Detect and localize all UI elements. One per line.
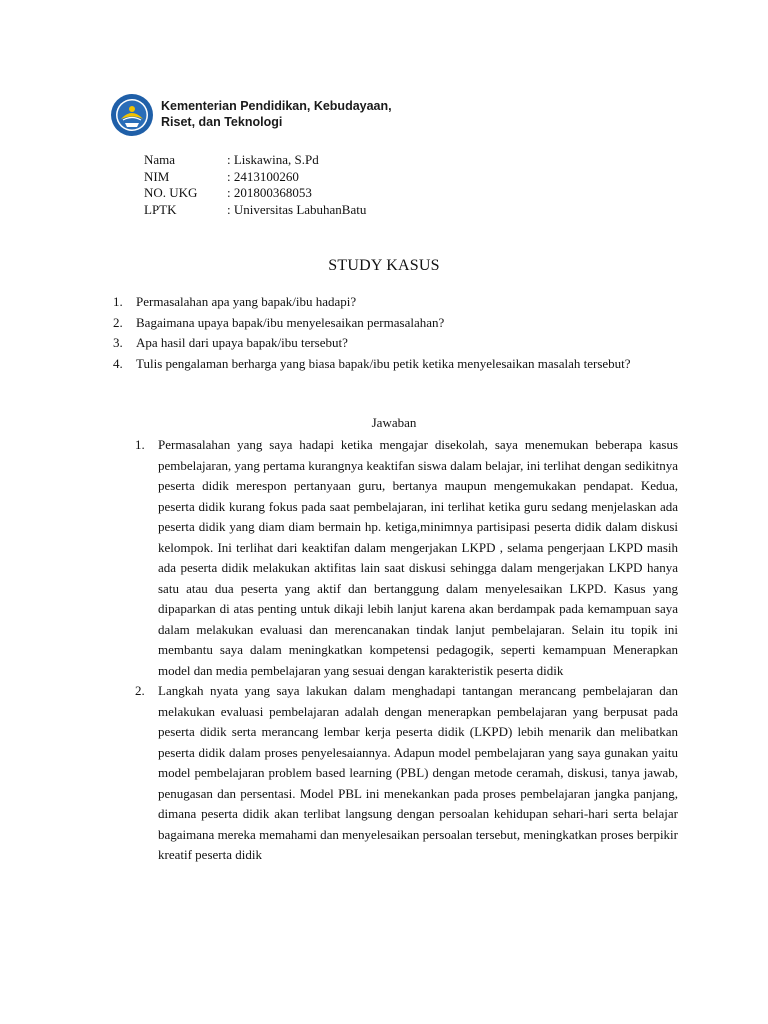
answer-text: Permasalahan yang saya hadapi ketika mengajar disekolah, saya menemukan beberapa kasus pembelajaran, yang pertama kurangnya keaktifan siswa dalam belajar, ini terlihat dengan sedikitnya peserta didik merespon pertanyaan guru, bertanya maupun mengemukakan pendapat. Kedua, peserta didik kurang fokus pada saat pembelajaran, ini terlihat ketika guru sedang menjelaskan ada peserta didik yang diam diam bermain hp. ketiga,minimnya partisipasi peserta didik dalam diskusi kelompok. Ini terlihat dari keaktifan dalam mengerjakan LKPD , selama pengerjaan LKPD masih ada peserta didik melakukan aktifitas lain saat diskusi sehingga dalam mengerjakan LKPD hanya satu atau dua peserta yang aktif dan bertanggung dalam menyelesaikan LKPD. Kasus yang dipaparkan di atas penting untuk dikaji lebih lanjut karena akan berdampak pada kemampuan saya dalam melakukan evaluasi dan merencanakan tindak lanjut pembelajaran. Selain itu topik ini membantu saya dalam meningkatkan kompetensi pedagogik, seperti kemampuan Menerapkan model dan media pembelajaran yang sesuai dengan karakteristik peserta didik xyxy=(158,437,678,678)
document-title: STUDY KASUS xyxy=(328,257,440,274)
identity-row-nama xyxy=(144,152,366,169)
identity-value: : Universitas LabuhanBatu xyxy=(227,201,367,217)
identity-row-nim xyxy=(144,169,366,186)
identity-value: : 2413100260 xyxy=(227,168,299,184)
item-number: 3. xyxy=(113,335,123,350)
item-number: 4. xyxy=(113,355,123,371)
ministry-line-1: Kementerian Pendidikan, Kebudayaan, xyxy=(161,99,392,113)
list-item xyxy=(113,313,677,334)
identity-value: : Liskawina, S.Pd xyxy=(227,152,319,167)
identity-label: Nama xyxy=(144,152,176,167)
question-list xyxy=(113,292,677,374)
identity-row-ukg xyxy=(144,185,366,202)
item-number: 1. xyxy=(113,294,123,309)
item-number: 2. xyxy=(113,314,123,330)
answer-list xyxy=(135,435,678,866)
list-item xyxy=(135,681,678,866)
question-text: Tulis pengalaman berharga yang biasa bapak/ibu petik ketika menyelesaikan masalah tersebut? xyxy=(136,355,631,371)
question-text: Apa hasil dari upaya bapak/ibu tersebut? xyxy=(136,335,348,350)
identity-label: NIM xyxy=(144,168,170,184)
list-item xyxy=(113,354,677,375)
identity-label: LPTK xyxy=(144,201,177,217)
question-text: Permasalahan apa yang bapak/ibu hadapi? xyxy=(136,294,357,309)
identity-value: : 201800368053 xyxy=(227,185,312,200)
item-number: 1. xyxy=(135,437,145,452)
answer-heading: Jawaban xyxy=(371,415,417,430)
ministry-line-2: Riset, dan Teknologi xyxy=(161,115,283,129)
identity-label: NO. UKG xyxy=(144,185,198,200)
ministry-name xyxy=(161,98,392,130)
answer-text: Langkah nyata yang saya lakukan dalam menghadapi tantangan merancang pembelajaran dan melakukan evaluasi pembelajaran adalah dengan menerapkan pembelajaran yang berpusat pada peserta didik serta merancang lembar kerja peserta didik (LKPD) lebih menarik dan melibatkan peserta didik dalam proses penyelesaiannya. Adapun model pembelajaran yang saya gunakan yaitu model pembelajaran problem based learning (PBL) dengan metode ceramah, diskusi, tanya jawab, penugasan dan persentasi. Model PBL ini menekankan pada proses pembelajaran jangka panjang, dimana peserta didik akan terlibat langsung dengan persoalan kehidupan sehari-hari serta belajar bagaimana mereka memahami dan menyelesaikan persoalan tersebut, meningkatkan proses berpikir kreatif peserta didik xyxy=(158,683,678,862)
letterhead xyxy=(110,93,410,137)
identity-block xyxy=(144,152,366,218)
identity-row-lptk xyxy=(144,202,366,219)
item-number: 2. xyxy=(135,683,145,698)
tut-wuri-handayani-logo-icon xyxy=(110,93,154,137)
list-item xyxy=(135,435,678,681)
list-item xyxy=(113,333,677,354)
question-text: Bagaimana upaya bapak/ibu menyelesaikan permasalahan? xyxy=(136,314,445,330)
list-item xyxy=(113,292,677,313)
